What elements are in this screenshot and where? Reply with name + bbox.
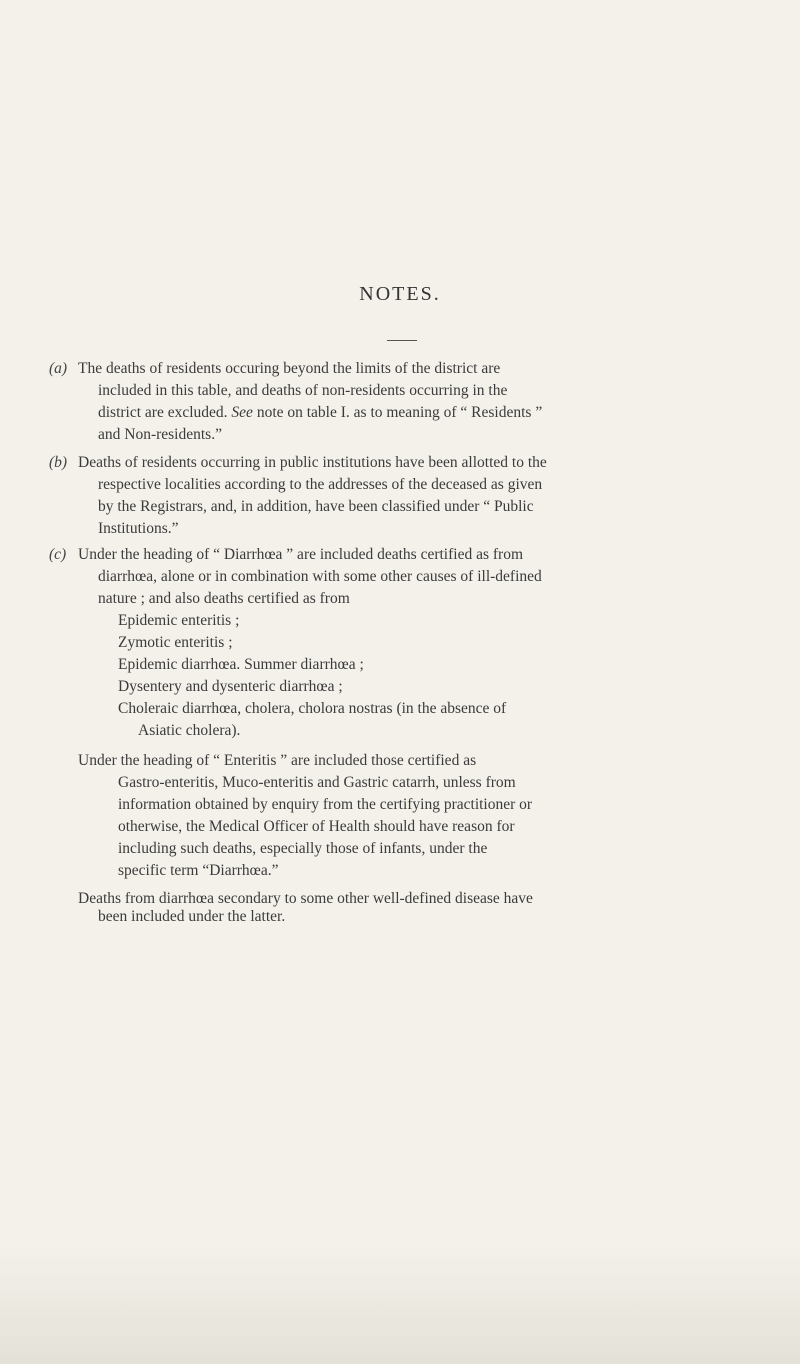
note-c-list-item: Choleraic diarrhœa, cholera, cholora nostras (in the absence of — [118, 700, 507, 717]
note-b-line: Institutions.” — [98, 520, 179, 537]
note-c-marker: (c) — [49, 546, 67, 563]
note-c-line: Under the heading of “ Diarrhœa ” are included deaths certified as from — [78, 546, 523, 563]
note-b-line: respective localities according to the addresses of the deceased as given — [98, 476, 543, 493]
paper-shading — [0, 1244, 800, 1364]
note-b-line: by the Registrars, and, in addition, have been classified under “ Public — [98, 498, 534, 515]
note-c-list-item: Epidemic diarrhœa. Summer diarrhœa ; — [118, 656, 364, 673]
note-a-marker: (a) — [49, 360, 68, 377]
note-c-para2-line: information obtained by enquiry from the certifying practitioner or — [118, 796, 533, 813]
note-a-line-part: district are excluded. — [98, 404, 228, 421]
note-a-line: included in this table, and deaths of non-residents occurring in the — [98, 382, 508, 399]
see-reference: See — [231, 404, 253, 421]
note-c-line: diarrhœa, alone or in combination with some other causes of ill-defined — [98, 568, 542, 585]
page-title: NOTES. — [359, 283, 441, 305]
note-c-para2-line: Gastro-enteritis, Muco-enteritis and Gastric catarrh, unless from — [118, 774, 516, 791]
note-c-para3-line: been included under the latter. — [98, 908, 286, 925]
note-a-line — [98, 402, 542, 424]
note-c-list-item: Zymotic enteritis ; — [118, 634, 233, 651]
title-divider — [387, 340, 417, 341]
note-c-list-item: Asiatic cholera). — [138, 722, 241, 739]
note-c-line: nature ; and also deaths certified as from — [98, 590, 350, 607]
note-c-para2-line: including such deaths, especially those of infants, under the — [118, 840, 488, 857]
note-a-line-part: note on table I. as to meaning of “ Residents ” — [256, 404, 543, 421]
note-b-line: Deaths of residents occurring in public institutions have been allotted to the — [78, 454, 547, 471]
note-a-line: The deaths of residents occuring beyond the limits of the district are — [78, 360, 501, 377]
note-c-para2-line: otherwise, the Medical Officer of Health should have reason for — [118, 818, 515, 835]
note-b-marker: (b) — [49, 454, 68, 471]
note-c-para3-line: Deaths from diarrhœa secondary to some other well-defined disease have — [78, 890, 533, 907]
note-a-line: and Non-residents.” — [98, 426, 222, 443]
note-c-list-item: Epidemic enteritis ; — [118, 612, 240, 629]
note-c-list-item: Dysentery and dysenteric diarrhœa ; — [118, 678, 343, 695]
note-c-para2-line: specific term “Diarrhœa.” — [118, 862, 279, 879]
note-c-para2-line: Under the heading of “ Enteritis ” are included those certified as — [78, 752, 477, 769]
